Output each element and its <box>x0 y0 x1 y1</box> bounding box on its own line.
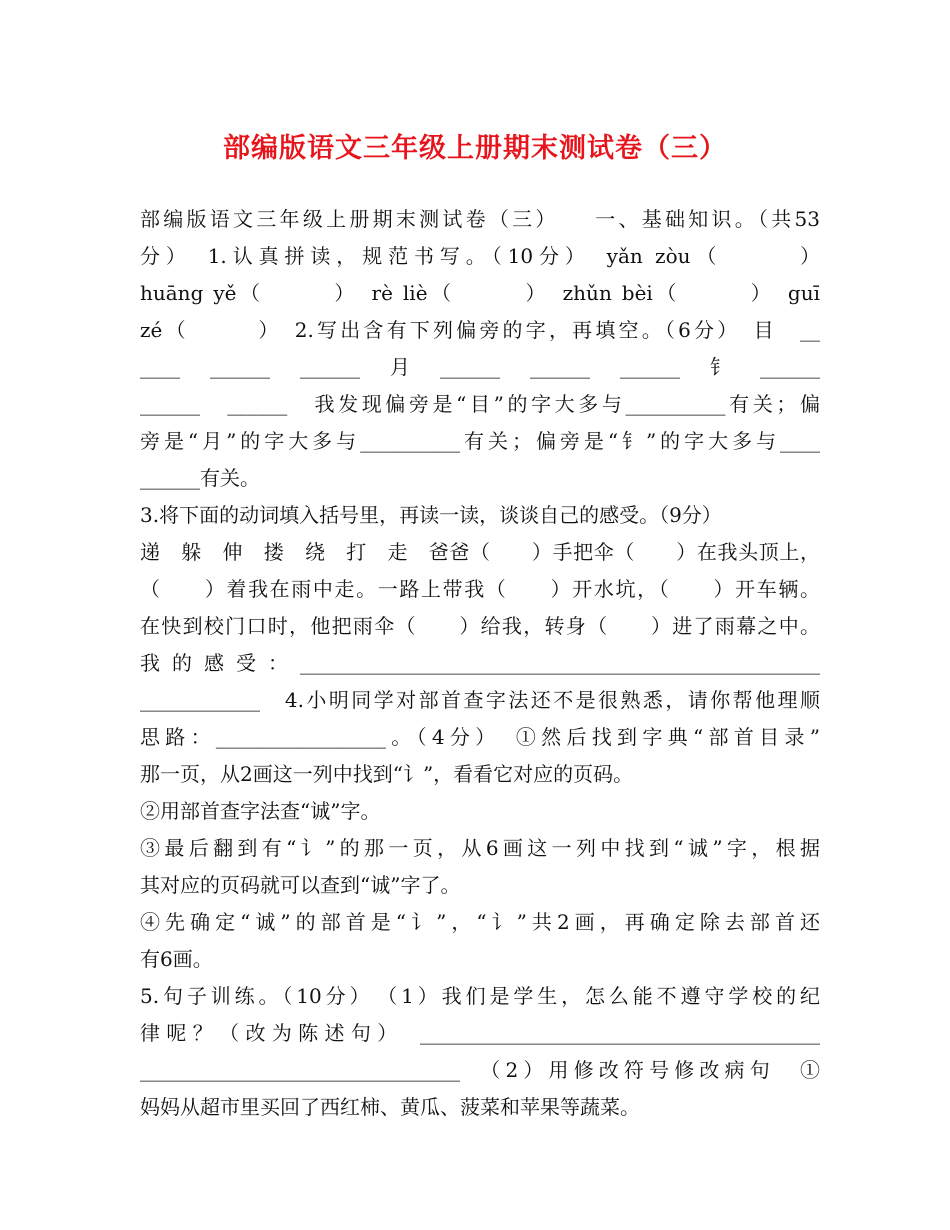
text-line-4: zé（ ） 2.写出含有下列偏旁的字，再填空。（6分） 目 __ <box>140 318 820 342</box>
text-line-20: ④先确定“诚”的部首是“讠”，“讠”共2画，再确定除去部首还 <box>140 910 820 934</box>
text-line-24: ________________________________ （2）用修改符号修改病句 ① <box>140 1058 820 1082</box>
document-title: 部编版语文三年级上册期末测试卷（三） <box>223 133 727 164</box>
text-line-15: 思路：_________________。（4分） ①然后找到字典“部首目录” <box>140 725 820 749</box>
text-line-23: 律呢？（改为陈述句） ________________________________________ <box>140 1021 820 1045</box>
text-line-17: ②用部首查字法查“诚”字。 <box>140 799 381 823</box>
text-line-10: 递 躲 伸 搂 绕 打 走 爸爸（ ）手把伞（ ）在我头顶上， <box>140 540 820 564</box>
text-line-5: ____ ______ ______ 月 ______ ______ ______ 钅 ______ <box>140 355 820 379</box>
text-line-13: 我的感受：____________________________________________________ <box>140 651 820 675</box>
text-line-21: 有6画。 <box>140 947 213 971</box>
text-line-9: 3.将下面的动词填入括号里，再读一读，谈谈自己的感受。（9分） <box>140 503 722 527</box>
text-line-12: 在快到校门口时，他把雨伞（ ）给我，转身（ ）进了雨幕之中。 <box>140 614 820 638</box>
text-line-2: 分） 1.认真拼读，规范书写。（10分） yǎn zòu（ ） <box>140 244 820 268</box>
text-line-25: 妈妈从超市里买回了西红柿、黄瓜、菠菜和苹果等蔬菜。 <box>140 1095 640 1119</box>
text-line-6: ______ ______ 我发现偏旁是“目”的字大多与__________有关；偏 <box>140 392 820 416</box>
text-line-7: 旁是“月”的字大多与__________有关；偏旁是“钅”的字大多与____ <box>140 429 820 453</box>
text-line-8: ______有关。 <box>140 466 260 490</box>
text-line-19: 其对应的页码就可以查到“诚”字了。 <box>140 873 461 897</box>
text-line-18: ③最后翻到有“讠”的那一页，从6画这一列中找到“诚”字，根据 <box>140 836 820 860</box>
text-line-1: 部编版语文三年级上册期末测试卷（三） 一、基础知识。（共53 <box>140 207 820 231</box>
text-line-16: 那一页，从2画这一列中找到“讠”，看看它对应的页码。 <box>140 762 634 786</box>
text-line-14: ____________ 4.小明同学对部首查字法还不是很熟悉，请你帮他理顺 <box>140 688 820 712</box>
text-line-22: 5.句子训练。（10分） （1）我们是学生，怎么能不遵守学校的纪 <box>140 984 820 1008</box>
text-line-3: huāng yě（ ） rè liè（ ） zhǔn bèi（ ） guī <box>140 281 820 305</box>
text-line-11: （ ）着我在雨中走。一路上带我（ ）开水坑，（ ）开车辆。 <box>140 577 820 601</box>
